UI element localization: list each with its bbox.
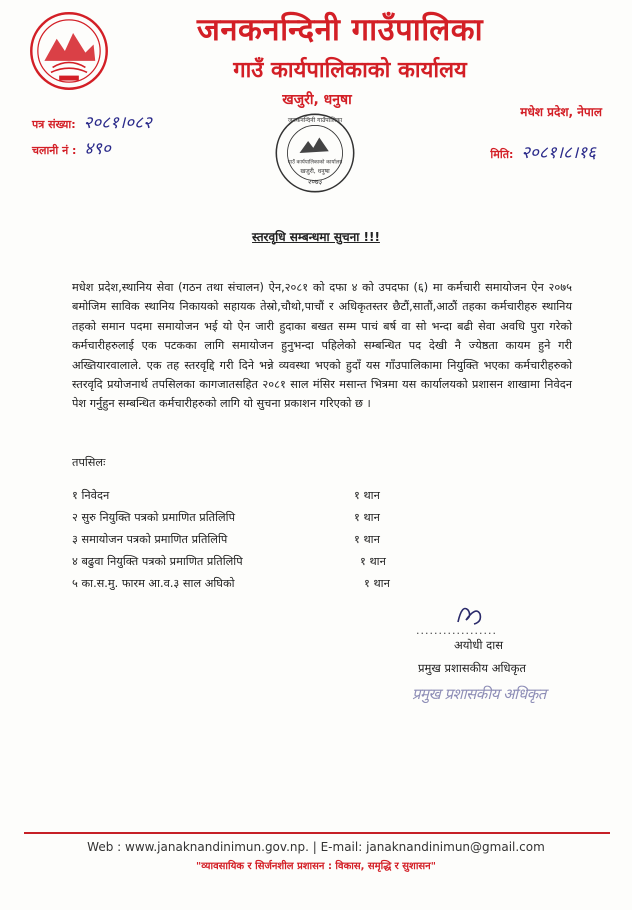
signatory-stamp: प्रमुख प्रशासकीय अधिकृत <box>412 685 546 703</box>
signature-line: .................. <box>416 624 497 637</box>
nepal-emblem-logo <box>28 10 110 92</box>
patra-sankhya <box>32 110 152 133</box>
attachment-label: ४ बढुवा नियुक्ति पत्रको प्रमाणित प्रतिलिपि <box>72 555 243 568</box>
footer-divider <box>24 832 610 834</box>
attachment-qty: १ थान <box>360 555 386 568</box>
attachment-list <box>72 488 432 598</box>
footer-slogan: "व्यावसायिक र सिर्जनशील प्रशासन : विकास, समृद्धि र सुशासन" <box>196 861 436 872</box>
web-label: Web : <box>87 840 126 854</box>
attachment-label: २ सुरु नियुक्ति पत्रको प्रमाणित प्रतिलिपि <box>72 511 236 524</box>
notice-body: मधेश प्रदेश,स्थानिय सेवा (गठन तथा संचालन) ऐन,२०८१ को दफा ४ को उपदफा (६) मा कर्मचारी समायोजन ऐन २०७५ बमोजिम साविक स्थानिय निकायको सहायक तेस्रो,चौथो,पाचौं र अधिकृतस्तर छैटौं,सातौं,आठौं तहका कर्मचारीहरु स्थानिय तहको समान पदमा समायोजन भई यो ऐन जारी हुदाका बखत सम्म पाचं बर्ष वा सो भन्दा बढी सेवा अवधि पुरा गरेको कर्मचारीहरुलाई एक पटकका लागि समायोजन हुनुभन्दा पहिलेको सम्बन्धित पद देखी नै ज्येष्ठता कायम हुने गरी अख्तियारवालाले. एक तह स्तरवृद्दि गरी दिने भन्ने व्यवस्था भएको हुदाँ यस गाँउपालिकामा नियुक्ति भएका कर्मचारीहरुको स्तरवृदि प्रयोजनार्थ तपसिलका कागजातसहित २०८१ साल मंसिर मसान्त भित्रमा यस कार्यालयको प्रशासन शाखामा निवेदन पेश गर्नुहुन सम्बन्धित कर्मचारीहरुको लागि यो सुचना प्रकाशन गरिएको छ । <box>72 281 572 411</box>
patra-sankhya-value: २०८१।०८२ <box>83 113 152 133</box>
office-subtitle: गाउँ कार्यपालिकाको कार्यालय <box>233 58 467 83</box>
attachment-qty: १ थान <box>354 511 380 524</box>
attachment-qty: १ थान <box>364 577 390 590</box>
attachment-label: १ निवेदन <box>72 489 110 502</box>
notice-subject <box>0 228 632 245</box>
signatory-title: प्रमुख प्रशासकीय अधिकृत <box>418 661 526 675</box>
province-label: मधेश प्रदेश, नेपाल <box>520 105 602 119</box>
letter-date <box>490 140 596 163</box>
office-stamp <box>272 110 358 196</box>
footer-contact <box>0 840 632 854</box>
date-value: २०८१।८।१६ <box>521 143 596 163</box>
stamp-line3: खजुरी, धनुषा <box>300 167 330 175</box>
patra-sankhya-label: पत्र संख्या: <box>32 118 76 131</box>
chalani-label: चलानी नं : <box>32 144 77 157</box>
attachment-label: ३ समायोजन पत्रको प्रमाणित प्रतिलिपि <box>72 533 228 546</box>
office-location: खजुरी, धनुषा <box>282 92 352 108</box>
web-link[interactable]: www.janaknandinimun.gov.np. <box>125 840 309 854</box>
stamp-year: २०७३ <box>307 177 323 186</box>
footer-separator: | <box>308 840 321 854</box>
attachment-qty: १ थान <box>354 533 380 546</box>
attachment-label: ५ का.स.मु. फारम आ.व.३ साल अघिको <box>72 577 235 590</box>
list-item <box>72 576 432 598</box>
list-item <box>72 510 432 532</box>
notice-subject-text: स्तरवृधि सम्बन्धमा सुचना !!! <box>252 230 380 244</box>
list-item <box>72 532 432 554</box>
municipality-title: जनकनन्दिनी गाउँपालिका <box>196 12 484 48</box>
list-item <box>72 488 432 510</box>
list-item <box>72 554 432 576</box>
chalani-value: ४९० <box>84 139 111 159</box>
stamp-line1: जनकनन्दिनी गाउँपालिका <box>287 117 343 125</box>
email-label: E-mail: <box>320 840 367 854</box>
date-label: मिति: <box>490 148 514 161</box>
chalani-number <box>32 136 111 159</box>
tapsil-label: तपसिलः <box>72 456 106 469</box>
stamp-line2: गाउँ कार्यपालिकाको कार्यालय <box>287 159 343 166</box>
signatory-name: अयोधी दास <box>454 638 503 652</box>
attachment-qty: १ थान <box>354 489 380 502</box>
email-link[interactable]: janaknandinimun@gmail.com <box>366 840 545 854</box>
